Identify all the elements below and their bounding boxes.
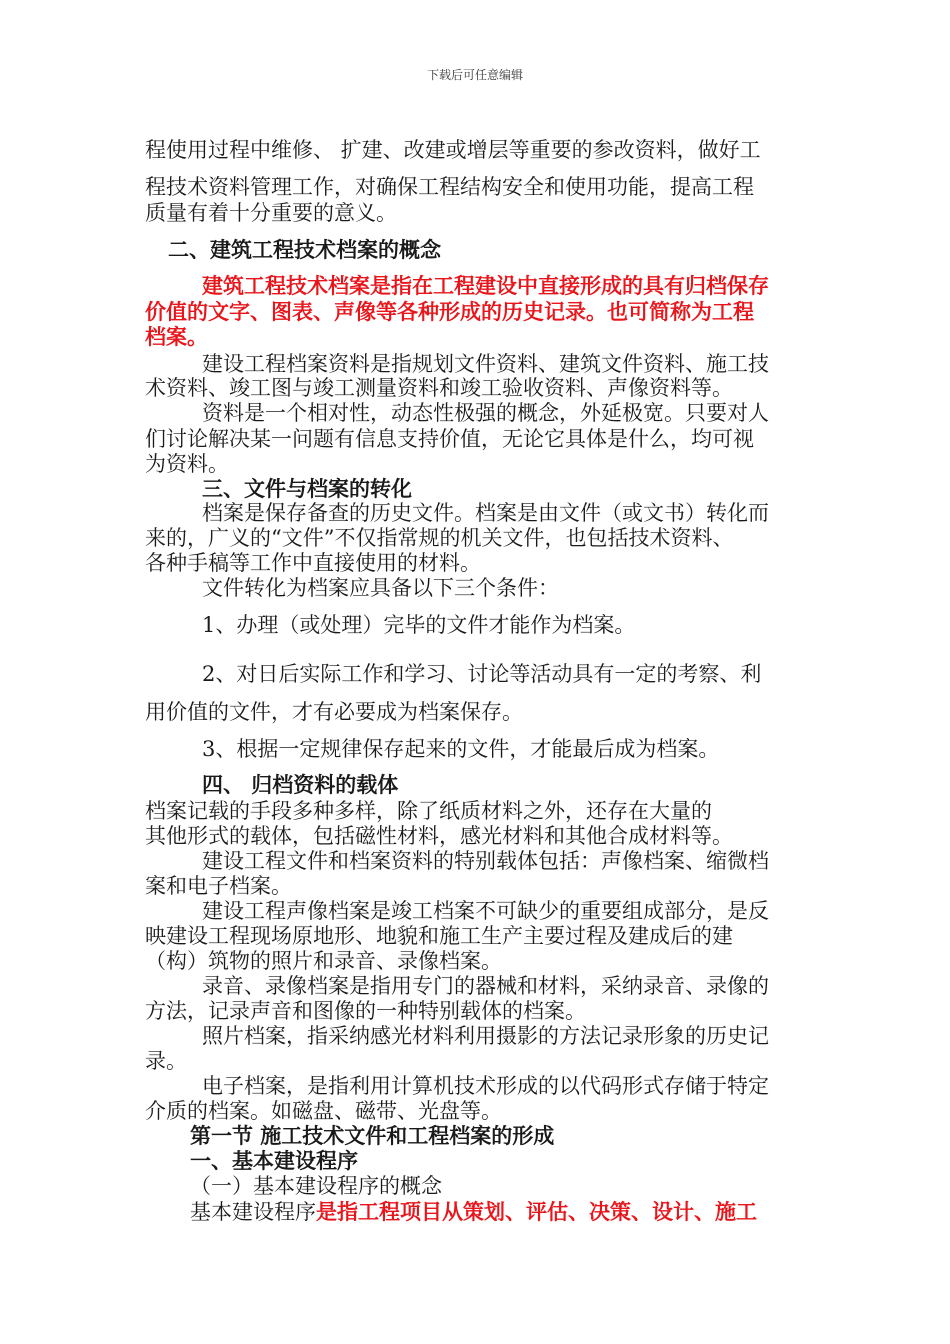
section-heading: 第一节 施工技术文件和工程档案的形成 bbox=[190, 1123, 555, 1148]
paragraph-line: 3、根据一定规律保存起来的文件，才能最后成为档案。 bbox=[202, 737, 720, 761]
paragraph-line: 档案是保存备查的历史文件。档案是由文件（或文书）转化而 bbox=[202, 501, 769, 525]
paragraph-line: 资料是一个相对性，动态性极强的概念，外延极宽。只要对人 bbox=[202, 401, 769, 425]
paragraph-line: 程使用过程中维修、 扩建、改建或增层等重要的参改资料，做好工 bbox=[145, 138, 761, 162]
paragraph-line: 方法，记录声音和图像的一种特别载体的档案。 bbox=[145, 999, 586, 1023]
paragraph-line: 程技术资料管理工作，对确保工程结构安全和使用功能，提高工程 bbox=[145, 175, 754, 199]
paragraph-line: 质量有着十分重要的意义。 bbox=[145, 201, 397, 225]
paragraph-line: 建设工程档案资料是指规划文件资料、建筑文件资料、施工技 bbox=[202, 352, 769, 376]
paragraph-line: 档案。 bbox=[145, 324, 208, 349]
paragraph-line: 介质的档案。如磁盘、磁带、光盘等。 bbox=[145, 1099, 502, 1123]
paragraph-line: 建设工程文件和档案资料的特别载体包括：声像档案、缩微档 bbox=[202, 849, 769, 873]
paragraph-line-mixed bbox=[190, 1199, 757, 1225]
paragraph-line: 文件转化为档案应具备以下三个条件： bbox=[202, 576, 559, 600]
section-heading: 四、 归档资料的载体 bbox=[202, 772, 399, 797]
paragraph-line: 价值的文字、图表、声像等各种形成的历史记录。也可简称为工程 bbox=[145, 299, 754, 324]
paragraph-line: 电子档案，是指利用计算机技术形成的以代码形式存储于特定 bbox=[202, 1074, 769, 1098]
section-heading: 二、建筑工程技术档案的概念 bbox=[168, 237, 441, 262]
paragraph-line: 们讨论解决某一问题有信息支持价值，无论它具体是什么，均可视 bbox=[145, 427, 754, 451]
paragraph-line: 档案记载的手段多种多样，除了纸质材料之外，还存在大量的 bbox=[145, 799, 712, 823]
header-note: 下载后可任意编辑 bbox=[426, 68, 523, 82]
section-heading: 一、基本建设程序 bbox=[190, 1148, 358, 1173]
section-heading: 三、文件与档案的转化 bbox=[202, 476, 412, 501]
paragraph-line: 案和电子档案。 bbox=[145, 874, 292, 898]
paragraph-line: 其他形式的载体，包括磁性材料，感光材料和其他合成材料等。 bbox=[145, 824, 733, 848]
line-normal-part: 基本建设程序 bbox=[190, 1200, 316, 1224]
line-red-part: 是指工程项目从策划、评估、决策、设计、施工 bbox=[316, 1199, 757, 1224]
paragraph-line: 录音、录像档案是指用专门的器械和材料，采纳录音、录像的 bbox=[202, 974, 769, 998]
paragraph-line: 照片档案，指采纳感光材料利用摄影的方法记录形象的历史记 bbox=[202, 1024, 769, 1048]
paragraph-line: 映建设工程现场原地形、地貌和施工生产主要过程及建成后的建 bbox=[145, 924, 733, 948]
paragraph-line: 1、办理（或处理）完毕的文件才能作为档案。 bbox=[202, 613, 636, 637]
paragraph-line: （构）筑物的照片和录音、录像档案。 bbox=[145, 949, 502, 973]
paragraph-line: 建设工程声像档案是竣工档案不可缺少的重要组成部分，是反 bbox=[202, 899, 769, 923]
paragraph-line: 用价值的文件，才有必要成为档案保存。 bbox=[145, 700, 523, 724]
paragraph-line: 各种手稿等工作中直接使用的材料。 bbox=[145, 551, 481, 575]
paragraph-line: 录。 bbox=[145, 1049, 187, 1073]
paragraph-line: 为资料。 bbox=[145, 452, 229, 476]
paragraph-line: 2、对日后实际工作和学习、讨论等活动具有一定的考察、利 bbox=[202, 662, 762, 686]
paragraph-line: （一）基本建设程序的概念 bbox=[190, 1174, 442, 1198]
paragraph-line: 来的，广义的“文件”不仅指常规的机关文件，也包括技术资料、 bbox=[145, 526, 734, 550]
paragraph-line: 术资料、竣工图与竣工测量资料和竣工验收资料、声像资料等。 bbox=[145, 376, 733, 400]
paragraph-line: 建筑工程技术档案是指在工程建设中直接形成的具有归档保存 bbox=[202, 273, 769, 298]
